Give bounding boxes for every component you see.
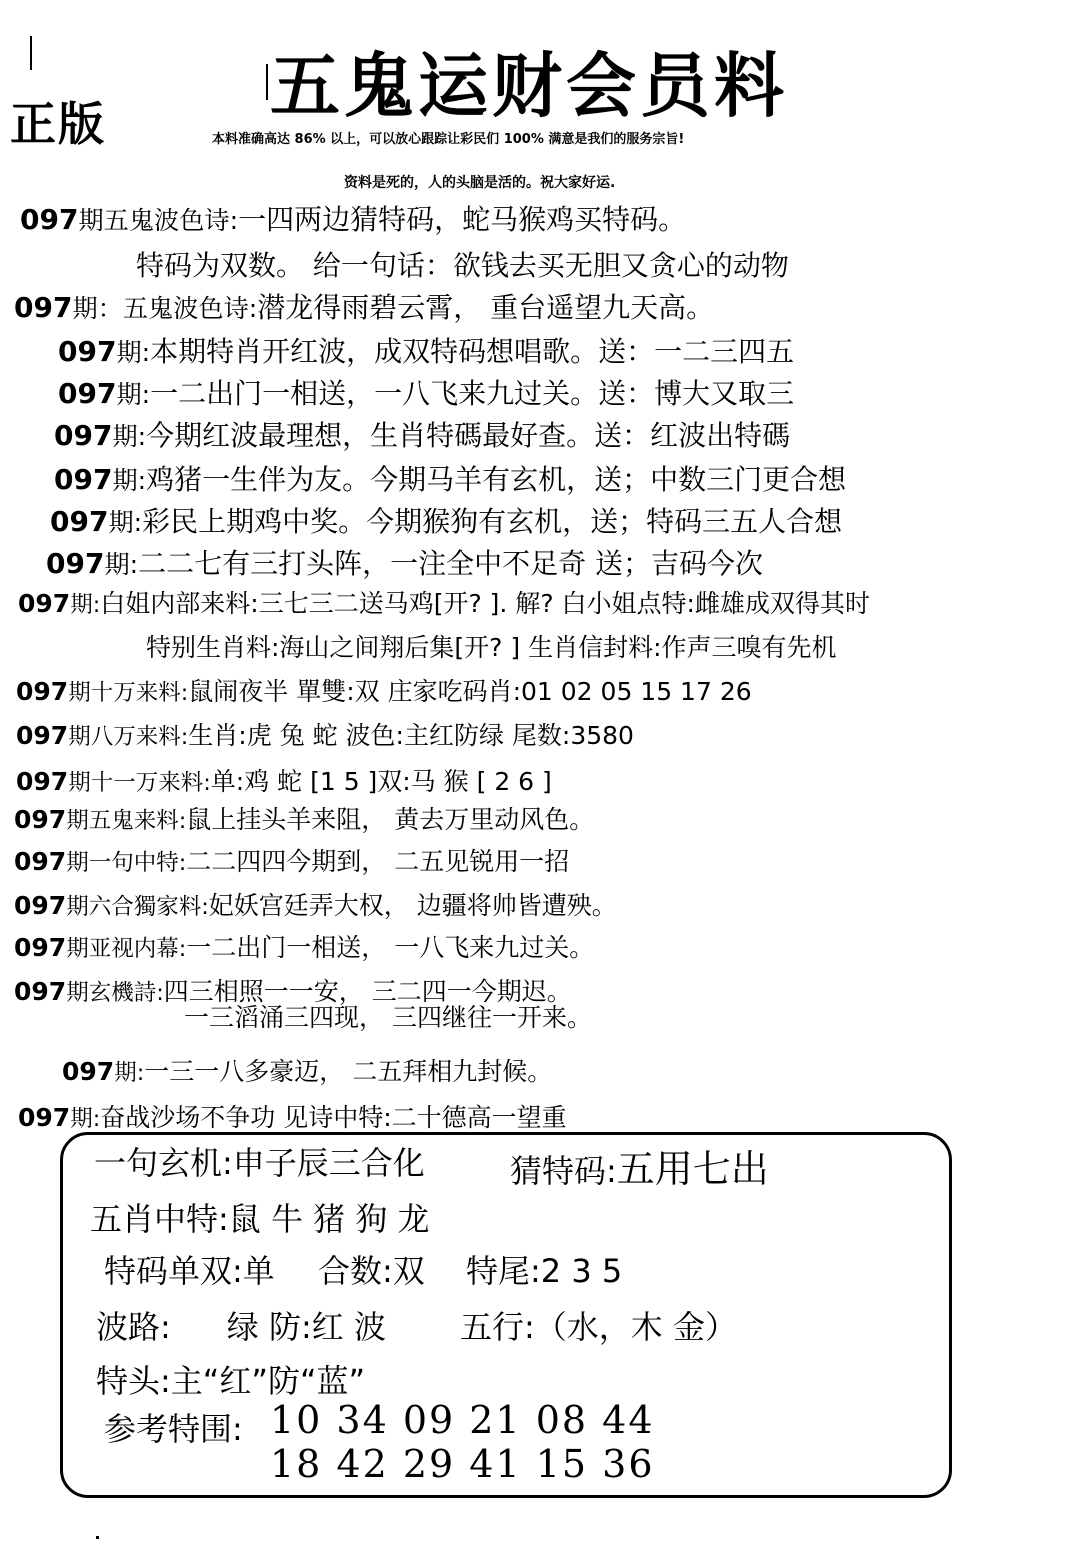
guess-row: 猜特码:五用七出: [510, 1147, 769, 1191]
prediction-line: 特别生肖料:海山之间翔后集[开? ] 生肖信封料:作声三嗅有先机: [146, 633, 837, 662]
heshu-row: 合数:双: [318, 1252, 425, 1290]
page-title: 五鬼运财会员料: [270, 44, 788, 127]
scan-speck: [96, 1536, 99, 1539]
prediction-line: 097期:二二七有三打头阵，一注全中不足奇 送；吉码今次: [46, 547, 764, 580]
prediction-line: 097期:一三一八多豪迈， 二五拜相九封候。: [62, 1057, 553, 1086]
prediction-line: 特码为双数。 给一句话：欲钱去买无胆又贪心的动物: [136, 249, 789, 282]
prediction-line: 097期六合獨家料:妃妖宫廷弄大权， 边疆将帅皆遭殃。: [14, 891, 617, 920]
prediction-line: 097期：五鬼波色诗:潜龙得雨碧云霄， 重台遥望九天高。: [14, 291, 715, 324]
reference-label: 参考特围:: [104, 1410, 243, 1448]
odd-even-row: 特码单双:单: [104, 1252, 275, 1290]
five-zodiac-row: 五肖中特:鼠 牛 猪 狗 龙: [90, 1200, 430, 1238]
five-elements-row: 五行:（水，木 金）: [460, 1308, 737, 1346]
tail-row: 特尾:2 3 5: [466, 1252, 623, 1290]
subtitle-goodluck: 资料是死的，人的头脑是活的。祝大家好运.: [344, 175, 616, 191]
head-row: 特头:主“红”防“蓝”: [96, 1362, 366, 1400]
wave-row: 波路: 绿 防:红 波: [96, 1308, 386, 1346]
prediction-line: 一三滔涌三四现， 三四继往一开来。: [184, 1003, 592, 1032]
subtitle-accuracy: 本料准确高达 86% 以上，可以放心跟踪让彩民们 100% 满意是我们的服务宗旨!: [212, 132, 685, 147]
prediction-line: 097期亚视内幕:一二出门一相送， 一八飞来九过关。: [14, 933, 595, 962]
prediction-line: 097期八万来料:生肖:虎 兔 蛇 波色:主红防绿 尾数:3580: [16, 721, 634, 750]
prediction-line: 097期玄機詩:四三相照一一安， 三二四一今期迟。: [14, 977, 572, 1006]
prediction-line: 097期:白姐内部来料:三七三二送马鸡[开? ]. 解? 白小姐点特:雌雄成双得其时: [18, 589, 870, 618]
prediction-line: 097期:一二出门一相送，一八飞来九过关。送：博大又取三: [58, 377, 795, 410]
prediction-line: 097期五鬼波色诗:一四两边猜特码，蛇马猴鸡买特码。: [20, 203, 687, 236]
corner-mark: [30, 36, 32, 70]
prediction-line: 097期一句中特:二二四四今期到， 二五见锐用一招: [14, 847, 570, 876]
prediction-line: 097期:本期特肖开红波，成双特码想唱歌。送：一二三四五: [58, 335, 795, 368]
prediction-line: 097期:彩民上期鸡中奖。今期猴狗有玄机，送；特码三五人合想: [50, 505, 843, 538]
xuanji-row: 一句玄机:申子辰三合化: [94, 1144, 425, 1182]
prediction-line: 097期五鬼来料:鼠上挂头羊来阻， 黄去万里动风色。: [14, 805, 595, 834]
title-bar-mark: [266, 64, 268, 100]
genuine-banner: 正版: [10, 97, 106, 151]
prediction-line: 097期十一万来料:单:鸡 蛇 [1 5 ]双:马 猴 [ 2 6 ]: [16, 767, 552, 796]
reference-numbers-row-1: 10 34 09 21 08 44: [270, 1398, 655, 1442]
prediction-line: 097期:鸡猪一生伴为友。今期马羊有玄机，送；中数三门更合想: [54, 463, 847, 496]
prediction-line: 097期:奋战沙场不争功 见诗中特:二十德高一望重: [18, 1103, 567, 1132]
prediction-line: 097期十万来料:鼠闹夜半 單雙:双 庄家吃码肖:01 02 05 15 17 26: [16, 677, 752, 706]
prediction-line: 097期:今期红波最理想，生肖特碼最好查。送：红波出特碼: [54, 419, 791, 452]
reference-numbers-row-2: 18 42 29 41 15 36: [270, 1442, 655, 1486]
